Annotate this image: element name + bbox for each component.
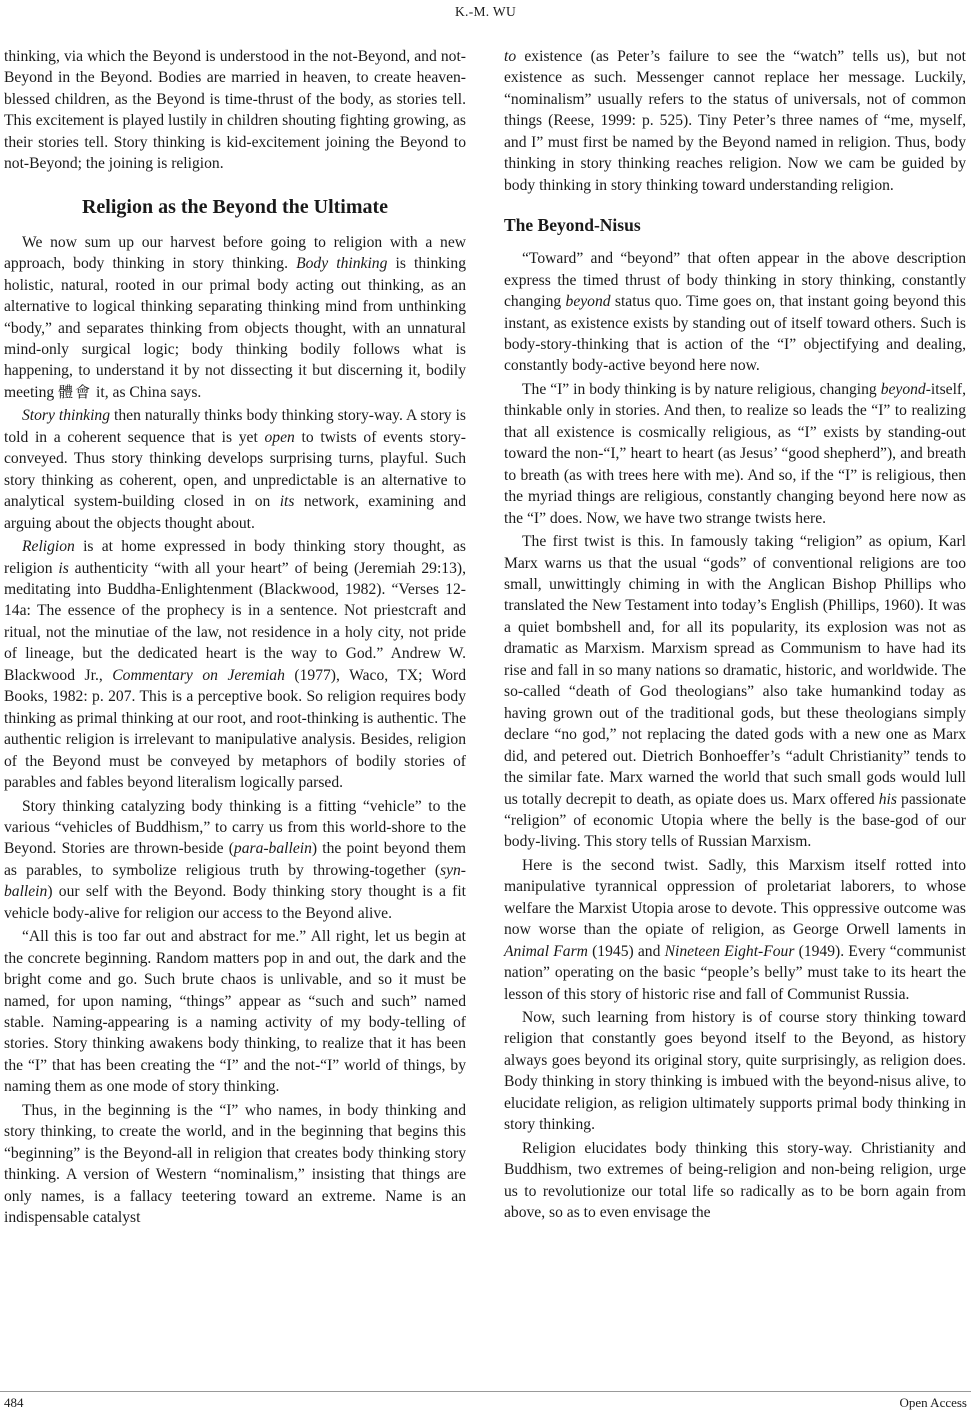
paragraph: The first twist is this. In famously taking “religion” as opium, Karl Marx warns us that the usual “gods” of conventional religions are too small, unwittingly chiming in with the Anglican Bishop Phillips who translated the New Testament into today’s English (Phillips, 1960). It was a quiet bombshell and, for all its popularity, its explosion was not as dramatic as Marxism. Marxism spread as Communism to have had its rise and fall in so many nations so dramatic, historic, and worldwide. The so-called “death of God theologians” also take humankind today as having grown out of the traditional gods, but these theologians simply declare “no god,” not replacing the dated gods with a new one as Marx did, and petered out. Dietrich Bonhoeffer’s “adult Christianity” tends to the similar fate. Marx warned the world that such small gods would lull us totally decrepit to death, as opiate does us. Marx offered his passionate “religion” of economic Utopia where the belly is the base-god of our body-living. This story tells of Russian Marxism.	[504, 533, 966, 851]
publisher-label: Open Access	[899, 1395, 967, 1410]
paragraph: to existence (as Peter’s failure to see the “watch” tells us), but not existence as such. Messenger cannot replace her message. Luckily, “nominalism” usually refers to the status of universals, not of common things (Reese, 1999: p. 525). Tiny Peter’s three names of “me, myself, and I” must first be named by the Beyond named in religion. Thus, body thinking in story thinking reaches religion. Now we cam be guided by body thinking in story thinking toward understanding religion.	[504, 48, 966, 194]
chinese-characters: 體會	[58, 382, 93, 401]
paragraph: The “I” in body thinking is by nature religious, changing beyond-itself, thinkable only in stories. And then, to realize so leads the “I” to realizing that all existence is cosmically religious, as “I” exists by standing-out toward the non-“I,” heart to heart (as Jesus’ “good shepherd”), and breath to breath (as with trees here with me). And so, if the “I” is religious, then the myriad things are religious, constantly changing beyond here now as the “I” does. Now, we have two strange twists here.	[504, 380, 966, 527]
paragraph: “Toward” and “beyond” that often appear in the above description express the timed thrust of body thinking in story thinking, constantly changing beyond status quo. Time goes on, that instant going beyond this instant, as existence exists by standing out of itself toward others. Such is body-story-thinking that is action of the “I” objectifying and dealing, constantly body-active beyond here now.	[504, 250, 966, 375]
running-head: K.-M. WU	[454, 4, 517, 19]
section-heading: The Beyond-Nisus	[504, 215, 641, 236]
paragraph: Now, such learning from history is of course story thinking toward religion that constantly goes beyond itself to the Beyond, as history always goes beyond its original story, quite surprisingly, as religion does. Body thinking in story thinking is imbued with the beyond-nisus alive, to elucidate religion, as religion ultimately supports primal body thinking in story thinking.	[504, 1009, 966, 1134]
paragraph: Religion elucidates body thinking this story-way. Christianity and Buddhism, two extremes of being-religion and non-being religion, urge us to revolutionize our total life so radically as to be born again from above, so as to even envisage the	[504, 1139, 966, 1222]
paragraph: We now sum up our harvest before going to religion with a new approach, body thinking in story thinking. Body thinking is thinking holistic, natural, rooted in our primal body acting out thinking, as an alternative to logical thinking separating thinking mind from unthinking “body,” and separates thinking from objects thought, with an unnatural mind-only surgical logic; body thinking bodily follows what is happening, to understand it by not dissecting it but discerning it, bodily meeting 體會 it, as China says.	[4, 233, 466, 401]
page-number: 484	[4, 1395, 24, 1410]
paragraph: thinking, via which the Beyond is understood in the not-Beyond, and not-Beyond in the Beyond. Bodies are married in heaven, to create heaven-blessed children, as the Beyond is time-thrust of the body, as stories tell. This excitement is played lustily in children shouting fighting growing, as their stories tell. Story thinking is kid-excitement joining the Beyond to not-Beyond; the joining is religion.	[4, 48, 466, 173]
paragraph: “All this is too far out and abstract for me.” All right, let us begin at the concrete beginning. Random matters pop in and out, the dark and the bright come and go. Such brute chaos is unlivable, and so it must be named, for upon naming, “things” appear as “such and such” named stable. Naming-appearing is a naming activity of my body-telling of stories. Story thinking awakens body thinking, to realize that it has been the “I” that has been creating the “I” and the not-“I” world of things, by naming them as one mode of story thinking.	[4, 928, 466, 1096]
paragraph: Thus, in the beginning is the “I” who names, in body thinking and story thinking, to create the world, and in the beginning that begins this “beginning” is the Beyond-all in religion that creates body thinking story thinking. A version of Western “nominalism,” insisting that things are only names, is a fallacy teetering toward an extreme. Name is an indispensable catalyst	[4, 1101, 466, 1227]
paragraph: Here is the second twist. Sadly, this Marxism itself rotted into manipulative tyrannical oppression of proletariat laborers, to whose welfare the Marxist Utopia arose to devote. This oppressive outcome was now worse than the opiate of religion, as George Orwell laments in Animal Farm (1945) and Nineteen Eight-Four (1949). Every “communist nation” operating on the basic “people’s belly” must take to its heart the lesson of this story of historic rise and fall of Communist Russia.	[504, 856, 966, 1003]
paragraph: Religion is at home expressed in body thinking story thought, as religion is authenticity “with all your heart” of being (Jeremiah 29:13), meditating into Buddha-Enlightenment (Blackwood, 1982). “Verses 12-14a: The essence of the prophecy is in a sentence. Not priestcraft and ritual, not the minutiae of the law, not residence in a holy city, not pride of lineage, but the dedicated heart is the way to God.” Andrew W. Blackwood Jr., Commentary on Jeremiah (1977), Waco, TX; Word Books, 1982: p. 207. This is a perceptive book. So religion requires body thinking as primal thinking at our root, and root-thinking is authentic. The authentic religion is irrelevant to manipulative analysis. Besides, religion of the Beyond must be conveyed by metaphors of bodily stories of parables and fables beyond literalism logically parsed.	[4, 538, 466, 792]
paragraph: Story thinking then naturally thinks body thinking story-way. A story is told in a coherent sequence that is yet open to twists of events story-conveyed. Thus story thinking develops surprising turns, playful. Such story thinking as coherent, open, and unpredictable is an alternative to analytical system-building closed in on its network, examining and arguing about the objects thought about.	[4, 407, 466, 532]
paragraph: Story thinking catalyzing body thinking is a fitting “vehicle” to the various “vehicles of Buddhism,” to carry us from this world-shore to the Beyond. Stories are thrown-beside (para-ballein) the point beyond them as parables, to symbolize religious truth by throwing-together (syn-ballein) our self with the Beyond. Body thinking story thought is a fit vehicle body-alive for religion our access to the Beyond alive.	[4, 797, 466, 922]
footer-divider	[0, 1391, 971, 1392]
left-column	[4, 46, 466, 1229]
section-heading: Religion as the Beyond the Ultimate	[81, 195, 389, 218]
right-column	[504, 46, 966, 1224]
